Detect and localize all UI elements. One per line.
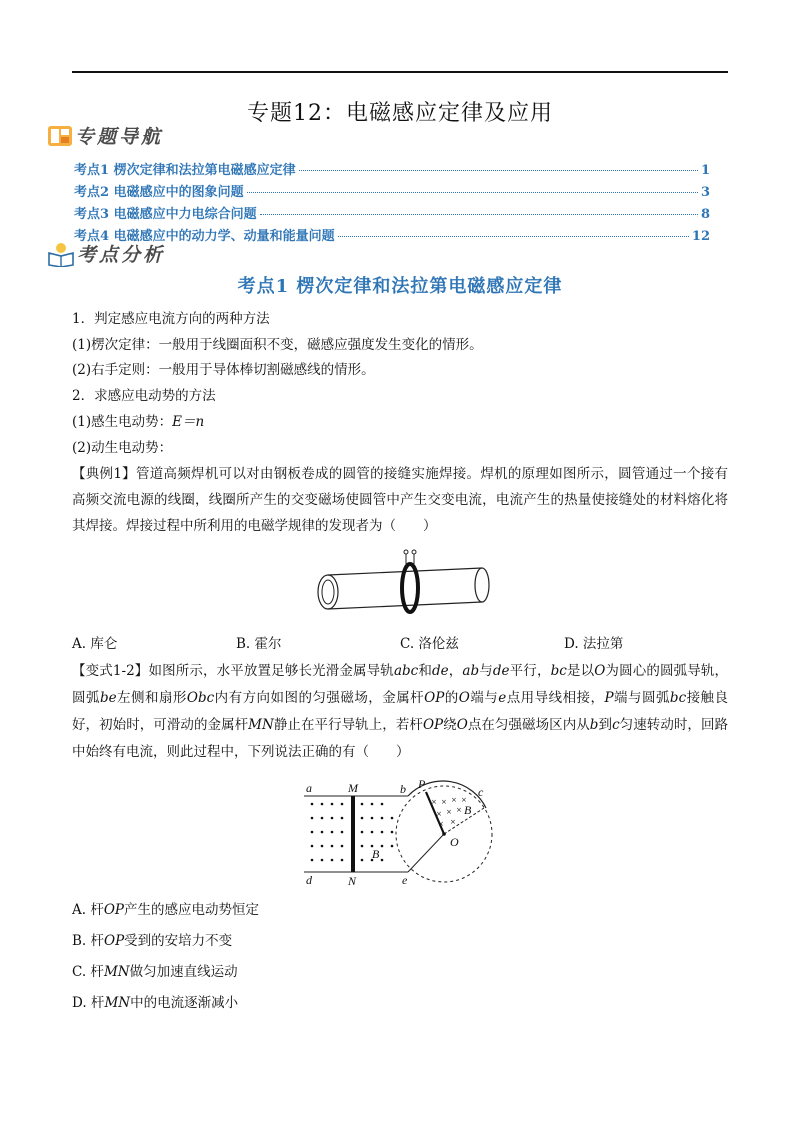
svg-text:×: × (456, 806, 462, 814)
var: Obc (186, 690, 215, 706)
fig-label-b: b (400, 782, 406, 796)
fig-label-c: c (478, 785, 484, 799)
toc-item-page: 3 (700, 185, 710, 200)
toc-item-label: 考点3 电磁感应中力电综合问题 (74, 207, 257, 222)
option-c[interactable]: C. 洛伦兹 (400, 636, 459, 652)
var: MN (103, 964, 130, 980)
toc-item-label: 考点4 电磁感应中的动力学、动量和能量问题 (74, 229, 335, 244)
paragraph: (2)右手定则：一般用于导体棒切割磁感线的情形。 (72, 362, 375, 378)
fig-label-B2: B (372, 847, 380, 861)
var: MN (248, 717, 274, 733)
var: P (604, 690, 614, 706)
toc-leader (299, 170, 698, 171)
text: 是以 (566, 663, 595, 679)
text: 点用导线相接， (506, 690, 605, 706)
pipe-welding-figure (300, 548, 500, 628)
example-1-options (72, 632, 728, 652)
var: e (498, 690, 507, 706)
page-title: 专题12：电磁感应定律及应用 (247, 101, 553, 126)
svg-text:×: × (436, 810, 442, 818)
analysis-heading (47, 240, 165, 267)
variant-lead: 【变式1-2】 (72, 663, 149, 679)
text: ， (448, 663, 463, 679)
var: OP (424, 690, 445, 706)
var: de (431, 663, 449, 679)
variant-option-d[interactable] (72, 991, 728, 1015)
text: 端与圆弧 (613, 690, 670, 706)
var: c (612, 717, 620, 733)
var: OP (104, 933, 125, 949)
fig-label-a: a (306, 781, 312, 795)
toc-leader (247, 192, 698, 193)
text: 平行， (509, 663, 551, 679)
text: 匀速转动时，回路中始终有电流，则此过程中，下列说法正确的有（ ） (72, 717, 729, 760)
text: 的 (444, 690, 459, 706)
nav-heading (47, 122, 163, 149)
var: OP (103, 902, 124, 918)
text: 静止在平行导轨上，若杆 (273, 717, 423, 733)
var: O (594, 663, 606, 679)
option-text: 做匀加速直线运动 (129, 964, 238, 980)
fig-label-e: e (402, 873, 408, 887)
toc-leader (338, 236, 689, 237)
svg-text:×: × (441, 798, 447, 806)
var: de (492, 663, 510, 679)
svg-text:×: × (446, 808, 452, 816)
var: O (458, 690, 470, 706)
var: b (589, 717, 599, 733)
toc-item-label: 考点2 电磁感应中的图象问题 (74, 185, 244, 200)
section-title: 考点1 楞次定律和法拉第电磁感应定律 (237, 276, 563, 297)
svg-text:×: × (451, 796, 457, 804)
variant-option-b[interactable] (72, 929, 728, 953)
text: 左侧和扇形 (116, 690, 187, 706)
fig-label-d: d (306, 873, 312, 887)
text: 为圆心的圆弧导轨，圆弧 (72, 663, 729, 706)
analysis-heading-text: 考点分析 (77, 244, 166, 266)
toc-item[interactable] (74, 203, 710, 225)
toc-item-page: 1 (700, 163, 710, 178)
fig-label-B1: B (464, 803, 472, 817)
text: 内有方向如图的匀强磁场，金属杆 (214, 690, 425, 706)
var: O (456, 717, 468, 733)
text: 到 (598, 717, 613, 733)
paragraph (72, 410, 728, 434)
toc-item[interactable] (74, 225, 710, 247)
var: ab (462, 663, 480, 679)
paragraph: (1)楞次定律：一般用于线圈面积不变，磁感应强度发生变化的情形。 (72, 337, 483, 353)
var: abc (393, 663, 419, 679)
book-bulb-icon (47, 241, 75, 267)
option-text: 受到的安培力不变 (124, 933, 233, 949)
text: 接触良好，初始时，可滑动的金属杆 (72, 690, 729, 733)
formula: E＝n (172, 414, 205, 430)
option-b[interactable]: B. 霍尔 (236, 636, 282, 652)
variant-option-a[interactable] (72, 898, 728, 922)
text: 点在匀强磁场区内从 (467, 717, 590, 733)
guide-icon (47, 123, 73, 149)
svg-text:×: × (431, 798, 437, 806)
option-text: C. 杆 (72, 964, 104, 980)
fig-label-P: P (418, 780, 426, 791)
option-text: 产生的感应电动势恒定 (124, 902, 259, 918)
option-text: A. 杆 (72, 902, 104, 918)
text: 和 (418, 663, 432, 679)
toc-leader (260, 214, 698, 215)
toc-item[interactable] (74, 181, 710, 203)
paragraph: 2．求感应电动势的方法 (72, 388, 216, 404)
option-text: B. 杆 (72, 933, 105, 949)
variant-option-c[interactable] (72, 960, 728, 984)
toc-item-label: 考点1 楞次定律和法拉第电磁感应定律 (74, 163, 296, 178)
var: bc (550, 663, 567, 679)
option-a[interactable]: A. 库仑 (72, 636, 118, 652)
text: 绕 (443, 717, 457, 733)
variant-text (72, 658, 728, 766)
text: 如图所示，水平放置足够长光滑金属导轨 (148, 663, 394, 679)
toc-item[interactable] (74, 159, 710, 181)
header-rule (72, 71, 728, 73)
text: 与 (479, 663, 493, 679)
fig-label-N: N (348, 874, 357, 888)
svg-text:×: × (438, 820, 444, 828)
paragraph-text: (1)感生电动势： (72, 414, 173, 430)
var: MN (104, 995, 131, 1011)
var: bc (669, 690, 687, 706)
text: 端与 (469, 690, 499, 706)
var: be (99, 690, 117, 706)
toc-item-page: 8 (700, 207, 710, 222)
option-d[interactable]: D. 法拉第 (564, 636, 624, 652)
example-1-text: 【典例1】管道高频焊机可以对由钢板卷成的圆管的接缝实施焊接。焊机的原理如图所示，圆管通过一个接有高频交流电源的线圈，线圈所产生的交变磁场使圆管中产生交变电流，电流产生的热量使接缝处的材料熔化将其焊接。焊接过程中所利用的电磁学规律的发现者为（ ） (72, 466, 728, 534)
var: OP (422, 717, 444, 733)
svg-text:×: × (461, 796, 467, 804)
paragraph: 1．判定感应电流方向的两种方法 (72, 311, 270, 327)
option-text: D. 杆 (72, 995, 105, 1011)
fig-label-O: O (450, 835, 459, 849)
paragraph: (2)动生电动势： (72, 440, 173, 456)
option-text: 中的电流逐渐减小 (130, 995, 239, 1011)
rail-circuit-figure (296, 780, 506, 890)
fig-label-M: M (348, 781, 358, 795)
svg-text:×: × (450, 818, 456, 826)
nav-heading-text: 专题导航 (75, 126, 164, 148)
toc-item-page: 12 (691, 229, 710, 244)
table-of-contents (74, 159, 710, 247)
